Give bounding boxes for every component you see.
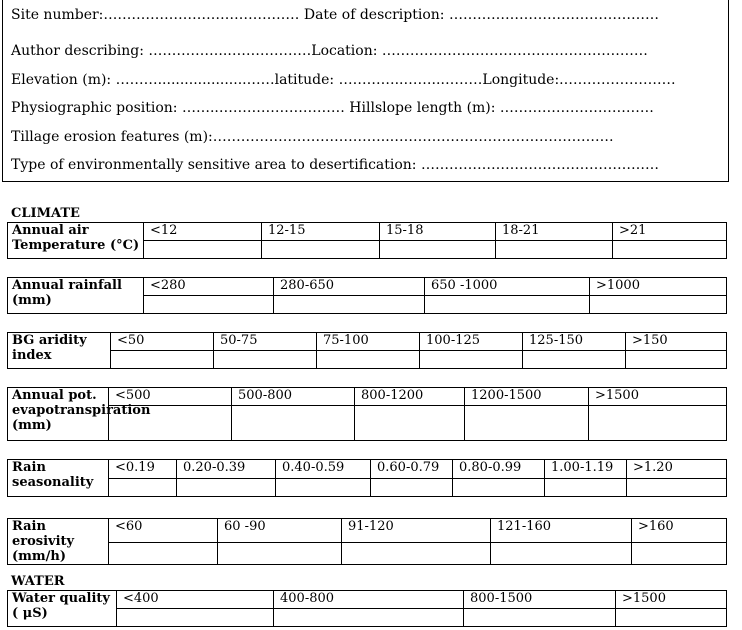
class-label: 60 -90 xyxy=(218,519,342,543)
entry-cell[interactable] xyxy=(589,406,727,441)
evapotranspiration-table xyxy=(7,387,727,441)
class-label: 91-120 xyxy=(342,519,491,543)
water-heading: WATER xyxy=(11,574,65,589)
class-label: 800-1500 xyxy=(464,591,616,609)
entry-cell[interactable] xyxy=(464,609,616,627)
entry-cell[interactable] xyxy=(144,296,274,314)
class-label: <50 xyxy=(111,333,214,351)
entry-cell[interactable] xyxy=(144,241,262,259)
class-label: >1.20 xyxy=(627,460,727,479)
entry-cell[interactable] xyxy=(342,543,491,565)
class-label: >1500 xyxy=(589,388,727,406)
water-quality-table xyxy=(7,590,727,627)
class-label: 650 -1000 xyxy=(425,278,590,296)
table-label: BG aridity index xyxy=(8,333,111,369)
rain-seasonality-table xyxy=(7,459,727,497)
site-number-line[interactable]: Site number:…………………………………… Date of description: ……………………………………… xyxy=(11,7,659,23)
entry-cell[interactable] xyxy=(274,296,425,314)
climate-heading: CLIMATE xyxy=(11,206,80,221)
class-label: 18-21 xyxy=(496,223,613,241)
table-label: Annual pot. evapotranspiration (mm) xyxy=(8,388,109,441)
air-temperature-table xyxy=(7,222,727,259)
class-label: <60 xyxy=(109,519,218,543)
entry-cell[interactable] xyxy=(317,351,420,369)
class-label: 12-15 xyxy=(262,223,380,241)
entry-cell[interactable] xyxy=(627,479,727,497)
annual-rainfall-table xyxy=(7,277,727,314)
entry-cell[interactable] xyxy=(232,406,355,441)
entry-cell[interactable] xyxy=(214,351,317,369)
entry-cell[interactable] xyxy=(613,241,727,259)
class-label: 100-125 xyxy=(420,333,523,351)
class-label: 0.20-0.39 xyxy=(177,460,276,479)
class-label: <12 xyxy=(144,223,262,241)
entry-cell[interactable] xyxy=(545,479,627,497)
entry-cell[interactable] xyxy=(274,609,464,627)
class-label: 15-18 xyxy=(380,223,496,241)
class-label: 121-160 xyxy=(491,519,632,543)
class-label: 0.40-0.59 xyxy=(276,460,371,479)
sensitive-area-type-line[interactable]: Type of environmentally sensitive area to desertification: …………………………………………… xyxy=(11,157,659,173)
class-label: 1.00-1.19 xyxy=(545,460,627,479)
tillage-erosion-line[interactable]: Tillage erosion features (m):………………………………..………………………………………… xyxy=(11,129,614,145)
entry-cell[interactable] xyxy=(109,479,177,497)
entry-cell[interactable] xyxy=(380,241,496,259)
author-location-line[interactable]: Author describing: ……………..………………Location: ………………………………………………… xyxy=(11,43,648,59)
class-label: 0.60-0.79 xyxy=(371,460,453,479)
entry-cell[interactable] xyxy=(616,609,727,627)
entry-cell[interactable] xyxy=(355,406,465,441)
class-label: 500-800 xyxy=(232,388,355,406)
entry-cell[interactable] xyxy=(262,241,380,259)
class-label: 800-1200 xyxy=(355,388,465,406)
entry-cell[interactable] xyxy=(626,351,727,369)
table-label: Rain erosivity (mm/h) xyxy=(8,519,109,565)
physiographic-hillslope-line[interactable]: Physiographic position: ……..……………………… Hillslope length (m): …………………………… xyxy=(11,100,654,116)
entry-cell[interactable] xyxy=(523,351,626,369)
entry-cell[interactable] xyxy=(491,543,632,565)
class-label: 75-100 xyxy=(317,333,420,351)
class-label: >1500 xyxy=(616,591,727,609)
class-label: >150 xyxy=(626,333,727,351)
class-label: >160 xyxy=(632,519,727,543)
entry-cell[interactable] xyxy=(465,406,589,441)
table-label: Water quality ( μS) xyxy=(8,591,117,627)
class-label: <0.19 xyxy=(109,460,177,479)
class-label: 280-650 xyxy=(274,278,425,296)
class-label: 1200-1500 xyxy=(465,388,589,406)
class-label: 400-800 xyxy=(274,591,464,609)
elevation-coordinates-line[interactable]: Elevation (m): ………....................……latitude: …………..……..………Longitude:.…………………… xyxy=(11,72,676,88)
table-label: Rain seasonality xyxy=(8,460,109,497)
entry-cell[interactable] xyxy=(453,479,545,497)
aridity-index-table xyxy=(7,332,727,369)
entry-cell[interactable] xyxy=(109,543,218,565)
table-label: Annual air Temperature (°C) xyxy=(8,223,144,259)
class-label: <500 xyxy=(109,388,232,406)
class-label: 0.80-0.99 xyxy=(453,460,545,479)
entry-cell[interactable] xyxy=(590,296,727,314)
class-label: 125-150 xyxy=(523,333,626,351)
table-label: Annual rainfall (mm) xyxy=(8,278,144,314)
entry-cell[interactable] xyxy=(177,479,276,497)
entry-cell[interactable] xyxy=(632,543,727,565)
class-label: <280 xyxy=(144,278,274,296)
site-description-box xyxy=(2,0,729,182)
entry-cell[interactable] xyxy=(496,241,613,259)
rain-erosivity-table xyxy=(7,518,727,565)
entry-cell[interactable] xyxy=(276,479,371,497)
entry-cell[interactable] xyxy=(117,609,274,627)
class-label: >1000 xyxy=(590,278,727,296)
entry-cell[interactable] xyxy=(425,296,590,314)
entry-cell[interactable] xyxy=(218,543,342,565)
class-label: >21 xyxy=(613,223,727,241)
class-label: <400 xyxy=(117,591,274,609)
entry-cell[interactable] xyxy=(420,351,523,369)
entry-cell[interactable] xyxy=(111,351,214,369)
entry-cell[interactable] xyxy=(371,479,453,497)
class-label: 50-75 xyxy=(214,333,317,351)
